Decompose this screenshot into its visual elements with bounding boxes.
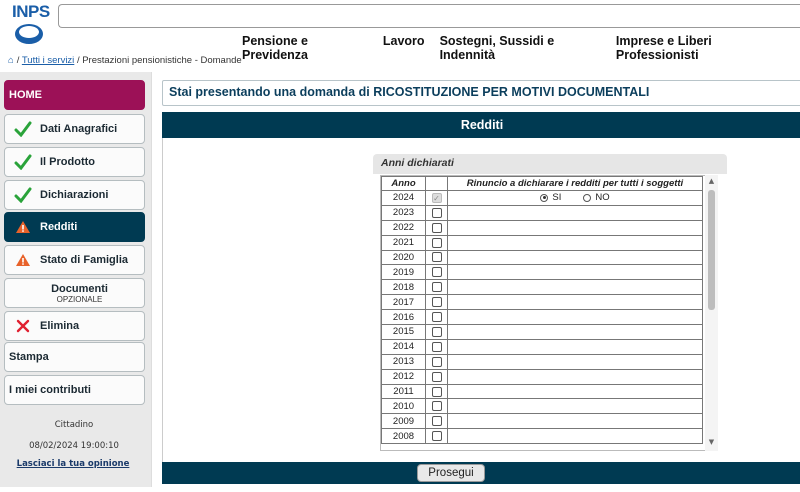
warning-icon [5, 253, 40, 267]
year-checkbox-cell [426, 325, 448, 340]
sidebar-item-home[interactable]: HOME [4, 80, 145, 110]
rinuncia-cell [448, 354, 703, 369]
year-cell: 2017 [382, 295, 426, 310]
year-checkbox-cell [426, 414, 448, 429]
sidebar-item-dichiarazioni[interactable]: Dichiarazioni [4, 180, 145, 210]
year-checkbox[interactable] [432, 372, 442, 382]
sidebar-item-dati-anagrafici[interactable]: Dati Anagrafici [4, 114, 145, 144]
nav-item-imprese[interactable]: Imprese e Liberi Professionisti [615, 34, 712, 62]
rinuncia-cell: SI NO [448, 191, 703, 206]
years-table-container[interactable] [380, 175, 718, 451]
table-row [382, 325, 703, 340]
year-checkbox[interactable] [432, 223, 442, 233]
year-cell: 2015 [382, 325, 426, 340]
year-checkbox[interactable] [432, 238, 442, 248]
year-checkbox[interactable] [432, 267, 442, 277]
check-icon [5, 154, 40, 170]
year-checkbox-cell [426, 235, 448, 250]
nav-item-lavoro[interactable]: Lavoro [382, 34, 425, 48]
table-row [382, 265, 703, 280]
table-row [382, 310, 703, 325]
year-cell: 2021 [382, 235, 426, 250]
table-row [382, 235, 703, 250]
main-nav [242, 34, 800, 62]
year-checkbox[interactable] [432, 342, 442, 352]
rinuncia-cell [448, 265, 703, 280]
logo-swoosh-icon [12, 20, 50, 48]
session-datetime: 08/02/2024 19:00:10 [29, 441, 119, 451]
year-cell: 2008 [382, 429, 426, 444]
table-row [382, 354, 703, 369]
year-checkbox[interactable] [432, 312, 442, 322]
year-cell: 2024 [382, 191, 426, 206]
user-role: Cittadino [54, 420, 94, 430]
table-row [382, 384, 703, 399]
breadcrumb-link-servizi[interactable]: Tutti i servizi [21, 55, 75, 66]
rinuncia-cell [448, 310, 703, 325]
year-checkbox[interactable] [432, 282, 442, 292]
rinuncia-cell [448, 339, 703, 354]
year-checkbox-cell [426, 310, 448, 325]
year-cell: 2011 [382, 384, 426, 399]
sidebar-item-stato-famiglia[interactable]: Stato di Famiglia [4, 245, 145, 275]
sidebar-item-elimina[interactable]: Elimina [4, 311, 145, 341]
page-title: Stai presentando una domanda di RICOSTITUZIONE PER MOTIVI DOCUMENTALI [162, 80, 800, 106]
box-title: Anni dichiarati [373, 154, 727, 174]
year-checkbox-disabled: ✓ [433, 193, 440, 203]
year-checkbox-cell [426, 354, 448, 369]
logo-text: INPS [12, 2, 50, 21]
rinuncia-cell [448, 235, 703, 250]
table-row [382, 369, 703, 384]
year-checkbox[interactable] [432, 387, 442, 397]
table-row [382, 220, 703, 235]
warning-icon [5, 220, 40, 234]
radio-no[interactable] [583, 194, 591, 202]
sidebar-item-documenti[interactable]: Documenti OPZIONALE [4, 278, 145, 308]
year-cell: 2019 [382, 265, 426, 280]
year-checkbox-cell [426, 265, 448, 280]
rinuncia-cell [448, 384, 703, 399]
col-header-anno: Anno [382, 177, 426, 191]
sidebar-item-stampa[interactable]: Stampa [4, 342, 145, 372]
year-cell: 2014 [382, 339, 426, 354]
years-table [381, 176, 703, 444]
table-row [382, 250, 703, 265]
year-cell: 2012 [382, 369, 426, 384]
year-cell: 2016 [382, 310, 426, 325]
year-checkbox-cell [426, 220, 448, 235]
year-checkbox-cell [426, 205, 448, 220]
year-checkbox-cell [426, 250, 448, 265]
year-cell: 2023 [382, 205, 426, 220]
sidebar-item-prodotto[interactable]: Il Prodotto [4, 147, 145, 177]
rinuncia-cell [448, 399, 703, 414]
prosegui-button[interactable]: Prosegui [417, 464, 485, 482]
sidebar-item-redditi[interactable]: Redditi [4, 212, 145, 242]
year-checkbox[interactable] [432, 297, 442, 307]
table-row [382, 191, 703, 206]
year-checkbox-cell [426, 280, 448, 295]
year-checkbox[interactable] [432, 357, 442, 367]
feedback-link[interactable]: Lasciaci la tua opinione [16, 459, 130, 469]
section-title: Redditi [162, 112, 800, 138]
rinuncia-cell [448, 414, 703, 429]
year-cell: 2020 [382, 250, 426, 265]
year-checkbox-cell [426, 295, 448, 310]
rinuncia-cell [448, 369, 703, 384]
sidebar-item-contributi[interactable]: I miei contributi [4, 375, 145, 405]
rinuncia-cell [448, 295, 703, 310]
home-icon[interactable]: ⌂ [8, 55, 14, 66]
year-checkbox-cell [426, 369, 448, 384]
year-checkbox-cell [426, 429, 448, 444]
col-header-checkbox [426, 177, 448, 191]
scroll-up-icon[interactable]: ▲ [708, 177, 715, 185]
year-checkbox-cell [426, 384, 448, 399]
year-checkbox[interactable] [432, 401, 442, 411]
table-row [382, 429, 703, 444]
scrollbar-thumb[interactable] [708, 190, 715, 310]
table-row [382, 414, 703, 429]
year-checkbox-cell [426, 191, 448, 206]
year-cell: 2013 [382, 354, 426, 369]
year-cell: 2018 [382, 280, 426, 295]
year-checkbox[interactable] [432, 431, 442, 441]
search-input[interactable] [58, 4, 800, 28]
table-row [382, 339, 703, 354]
table-row [382, 399, 703, 414]
rinuncia-cell [448, 205, 703, 220]
breadcrumb: ⌂ / Tutti i servizi / Prestazioni pensionistiche - Domande [8, 55, 242, 66]
year-checkbox[interactable] [432, 208, 442, 218]
year-cell: 2009 [382, 414, 426, 429]
year-checkbox[interactable] [432, 416, 442, 426]
year-checkbox-cell [426, 399, 448, 414]
rinuncia-cell [448, 429, 703, 444]
nav-item-sostegni[interactable]: Sostegni, Sussidi e Indennità [439, 34, 555, 62]
rinuncia-cell [448, 220, 703, 235]
year-checkbox-cell [426, 339, 448, 354]
check-icon [5, 187, 40, 203]
rinuncia-cell [448, 250, 703, 265]
delete-x-icon [5, 318, 40, 334]
rinuncia-cell [448, 325, 703, 340]
col-header-rinuncia: Rinuncio a dichiarare i redditi per tutti i soggetti [448, 177, 703, 191]
table-row [382, 280, 703, 295]
rinuncia-cell [448, 280, 703, 295]
year-cell: 2010 [382, 399, 426, 414]
check-icon [5, 121, 40, 137]
year-checkbox[interactable] [432, 252, 442, 262]
breadcrumb-current: Prestazioni pensionistiche - Domande [82, 55, 242, 66]
nav-item-pensione[interactable]: Pensione e Previdenza [242, 34, 309, 62]
scroll-down-icon[interactable]: ▼ [708, 438, 715, 446]
inps-logo[interactable] [8, 2, 54, 48]
year-checkbox[interactable] [432, 327, 442, 337]
year-cell: 2022 [382, 220, 426, 235]
radio-si[interactable] [540, 194, 548, 202]
table-row [382, 295, 703, 310]
table-row [382, 205, 703, 220]
